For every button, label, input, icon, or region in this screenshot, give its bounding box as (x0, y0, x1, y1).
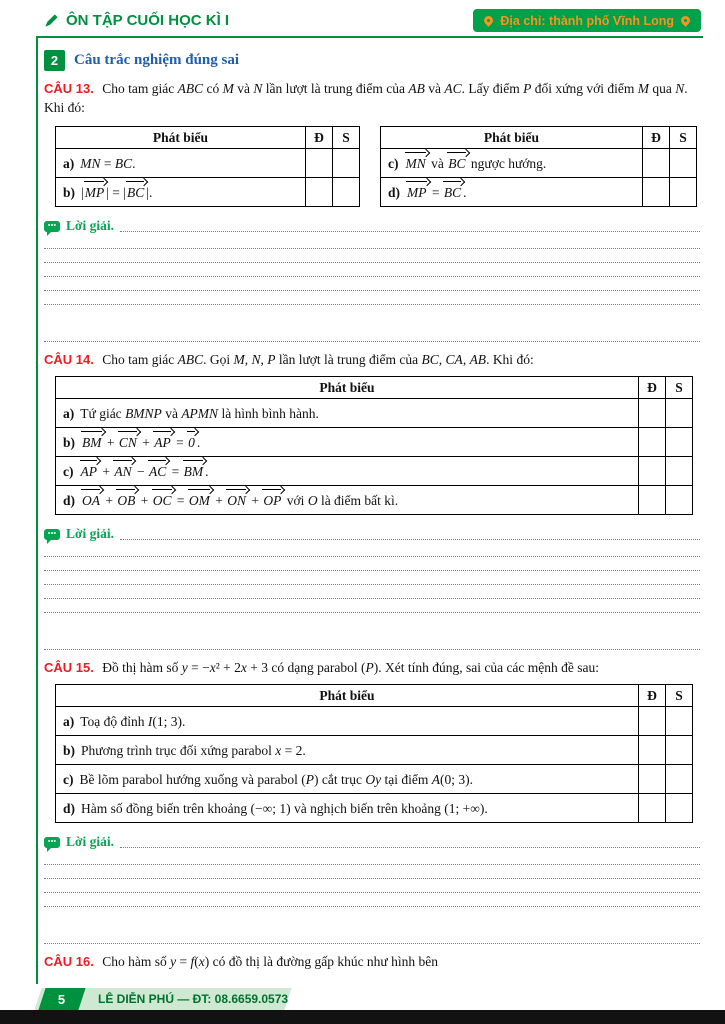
dotted-line (44, 291, 700, 305)
statement-table-15 (55, 684, 693, 823)
statement-text: MN = BC. (80, 156, 136, 171)
solution-heading (44, 525, 700, 543)
row-letter: b) (63, 185, 76, 200)
answer-cell-false (333, 178, 360, 207)
location-pin-icon (483, 14, 496, 27)
row-letter: c) (63, 464, 74, 479)
dotted-line (44, 585, 700, 599)
dotted-line (44, 599, 700, 613)
false-column-header: S (670, 127, 697, 149)
question-14-text: Cho tam giác ABC. Gọi M, N, P lần lượt là trung điểm của BC, CA, AB. Khi đó: (102, 352, 534, 367)
table-row (56, 149, 360, 178)
table-header-row (56, 127, 360, 149)
dotted-line (44, 893, 700, 907)
statement-table-14 (55, 376, 693, 515)
answer-cell-false (670, 149, 697, 178)
footer-author: LÊ DIỄN PHÚ — ĐT: 08.6659.0573 (98, 992, 289, 1006)
table-row (56, 457, 693, 486)
answer-cell-true (639, 486, 666, 515)
statement-text: Tứ giác BMNP và APMN là hình bình hành. (80, 406, 319, 421)
speech-bubble-icon (44, 529, 60, 540)
statement-table-13-right (380, 126, 697, 207)
pencil-icon (44, 13, 59, 28)
row-letter: d) (63, 493, 76, 508)
dotted-line (120, 231, 700, 232)
page-footer (0, 988, 725, 1010)
false-column-header: S (333, 127, 360, 149)
statement-table-13-left (55, 126, 360, 207)
question-15-text: Đồ thị hàm số y = −x² + 2x + 3 có dạng parabol (P). Xét tính đúng, sai của các mệnh đề sau: (102, 660, 600, 675)
answer-cell-true (639, 399, 666, 428)
statement-cell (56, 399, 639, 428)
address-text: Địa chỉ: thành phố Vĩnh Long (500, 13, 674, 28)
statement-text: OA + OB + OC = OM + ON + OP với O là điểm bất kì. (82, 493, 399, 508)
answer-cell-true (306, 178, 333, 207)
row-letter: c) (63, 772, 74, 787)
question-14-label: CÂU 14. (44, 352, 94, 367)
row-letter: b) (63, 743, 76, 758)
section-title: Câu trắc nghiệm đúng sai (74, 52, 240, 68)
answer-cell-true (639, 707, 666, 736)
true-column-header: Đ (639, 377, 666, 399)
row-letter: b) (63, 435, 76, 450)
dotted-line (44, 543, 700, 557)
table-row (56, 178, 360, 207)
statement-text: Bề lõm parabol hướng xuống và parabol (P) cắt trục Oy tại điểm A(0; 3). (79, 772, 473, 787)
table-row (381, 178, 697, 207)
solution-block-15 (44, 833, 700, 944)
statement-column-header: Phát biểu (56, 127, 306, 149)
answer-cell-true (639, 736, 666, 765)
speech-bubble-icon (44, 837, 60, 848)
question-15-table-wrap (44, 684, 700, 823)
statement-text: Toạ độ đỉnh I(1; 3). (80, 714, 186, 729)
statement-cell (56, 178, 306, 207)
table-header-row (381, 127, 697, 149)
dotted-line (44, 879, 700, 893)
table-row (56, 707, 693, 736)
question-13-label: CÂU 13. (44, 81, 94, 96)
statement-text: |MP | = |BC |. (81, 185, 153, 200)
question-15 (44, 658, 700, 677)
true-column-header: Đ (643, 127, 670, 149)
question-16 (44, 952, 700, 971)
answer-cell-true (639, 765, 666, 794)
solution-label: Lời giải. (66, 526, 114, 541)
table-row (56, 794, 693, 823)
dotted-line (44, 930, 700, 944)
solution-block-14 (44, 525, 700, 650)
question-13-tables (44, 126, 700, 207)
row-letter: a) (63, 714, 75, 729)
table-row (56, 486, 693, 515)
answer-cell-false (333, 149, 360, 178)
table-row (56, 428, 693, 457)
left-margin-line (36, 36, 38, 984)
true-column-header: Đ (306, 127, 333, 149)
dotted-line (44, 851, 700, 865)
row-letter: a) (63, 156, 75, 171)
question-13 (44, 79, 700, 117)
row-letter: d) (63, 801, 76, 816)
question-16-text: Cho hàm số y = f(x) có đồ thị là đường gấp khúc như hình bên (102, 954, 438, 969)
statement-cell (56, 794, 639, 823)
answer-cell-false (666, 707, 693, 736)
table-row (381, 149, 697, 178)
page-header (44, 7, 701, 34)
answer-cell-false (666, 794, 693, 823)
statement-column-header: Phát biểu (56, 377, 639, 399)
statement-cell (56, 707, 639, 736)
table-row (56, 399, 693, 428)
answer-cell-true (639, 457, 666, 486)
answer-cell-false (670, 178, 697, 207)
statement-cell (56, 765, 639, 794)
true-column-header: Đ (639, 685, 666, 707)
dotted-line (120, 539, 700, 540)
answer-cell-true (639, 428, 666, 457)
header-title: ÔN TẬP CUỐI HỌC KÌ I (66, 12, 230, 29)
question-16-label: CÂU 16. (44, 954, 94, 969)
dotted-line (44, 249, 700, 263)
dotted-line (44, 277, 700, 291)
answer-cell-false (666, 399, 693, 428)
dotted-line (44, 571, 700, 585)
false-column-header: S (666, 377, 693, 399)
answer-cell-false (666, 765, 693, 794)
answer-cell-true (643, 178, 670, 207)
speech-bubble-icon (44, 221, 60, 232)
dotted-line (120, 847, 700, 848)
content (44, 38, 700, 971)
answer-cell-true (306, 149, 333, 178)
question-14 (44, 350, 700, 369)
table-header-row (56, 685, 693, 707)
row-letter: d) (388, 185, 401, 200)
header-brand (44, 12, 229, 29)
answer-cell-true (639, 794, 666, 823)
row-letter: c) (388, 156, 399, 171)
statement-cell (56, 486, 639, 515)
statement-cell (56, 736, 639, 765)
table-row (56, 765, 693, 794)
answer-cell-false (666, 428, 693, 457)
table-header-row (56, 377, 693, 399)
dotted-line (44, 557, 700, 571)
statement-text: Hàm số đồng biến trên khoảng (−∞; 1) và nghịch biến trên khoảng (1; +∞). (81, 801, 488, 816)
false-column-header: S (666, 685, 693, 707)
page-number: 5 (58, 991, 66, 1007)
statement-cell (381, 178, 643, 207)
statement-text: MP = BC . (407, 185, 467, 200)
solution-heading (44, 217, 700, 235)
page-number-badge (38, 988, 85, 1010)
row-letter: a) (63, 406, 75, 421)
statement-text: AP + AN − AC = BM . (80, 464, 209, 479)
dotted-line (44, 328, 700, 342)
address-badge (473, 9, 701, 32)
solution-heading (44, 833, 700, 851)
statement-text: MN và BC ngược hướng. (405, 156, 547, 171)
dotted-line (44, 263, 700, 277)
bottom-bar (0, 1010, 725, 1024)
answer-cell-false (666, 486, 693, 515)
statement-text: BM + CN + AP = 0 . (82, 435, 201, 450)
solution-block-13 (44, 217, 700, 342)
dotted-line (44, 235, 700, 249)
question-13-text: Cho tam giác ABC có M và N lần lượt là trung điểm của AB và AC. Lấy điểm P đối xứng với điểm M qua N. Khi đó: (44, 81, 688, 115)
statement-text: Phương trình trục đối xứng parabol x = 2. (81, 743, 306, 758)
statement-cell (56, 428, 639, 457)
section-heading (44, 50, 700, 71)
solution-label: Lời giải. (66, 834, 114, 849)
location-pin-icon (679, 14, 692, 27)
statement-cell (56, 149, 306, 178)
question-14-table-wrap (44, 376, 700, 515)
answer-cell-false (666, 736, 693, 765)
dotted-line (44, 865, 700, 879)
question-15-label: CÂU 15. (44, 660, 94, 675)
answer-cell-true (643, 149, 670, 178)
answer-cell-false (666, 457, 693, 486)
statement-cell (56, 457, 639, 486)
solution-label: Lời giải. (66, 218, 114, 233)
statement-column-header: Phát biểu (56, 685, 639, 707)
dotted-line (44, 636, 700, 650)
statement-cell (381, 149, 643, 178)
table-row (56, 736, 693, 765)
statement-column-header: Phát biểu (381, 127, 643, 149)
section-number-badge: 2 (44, 50, 65, 71)
